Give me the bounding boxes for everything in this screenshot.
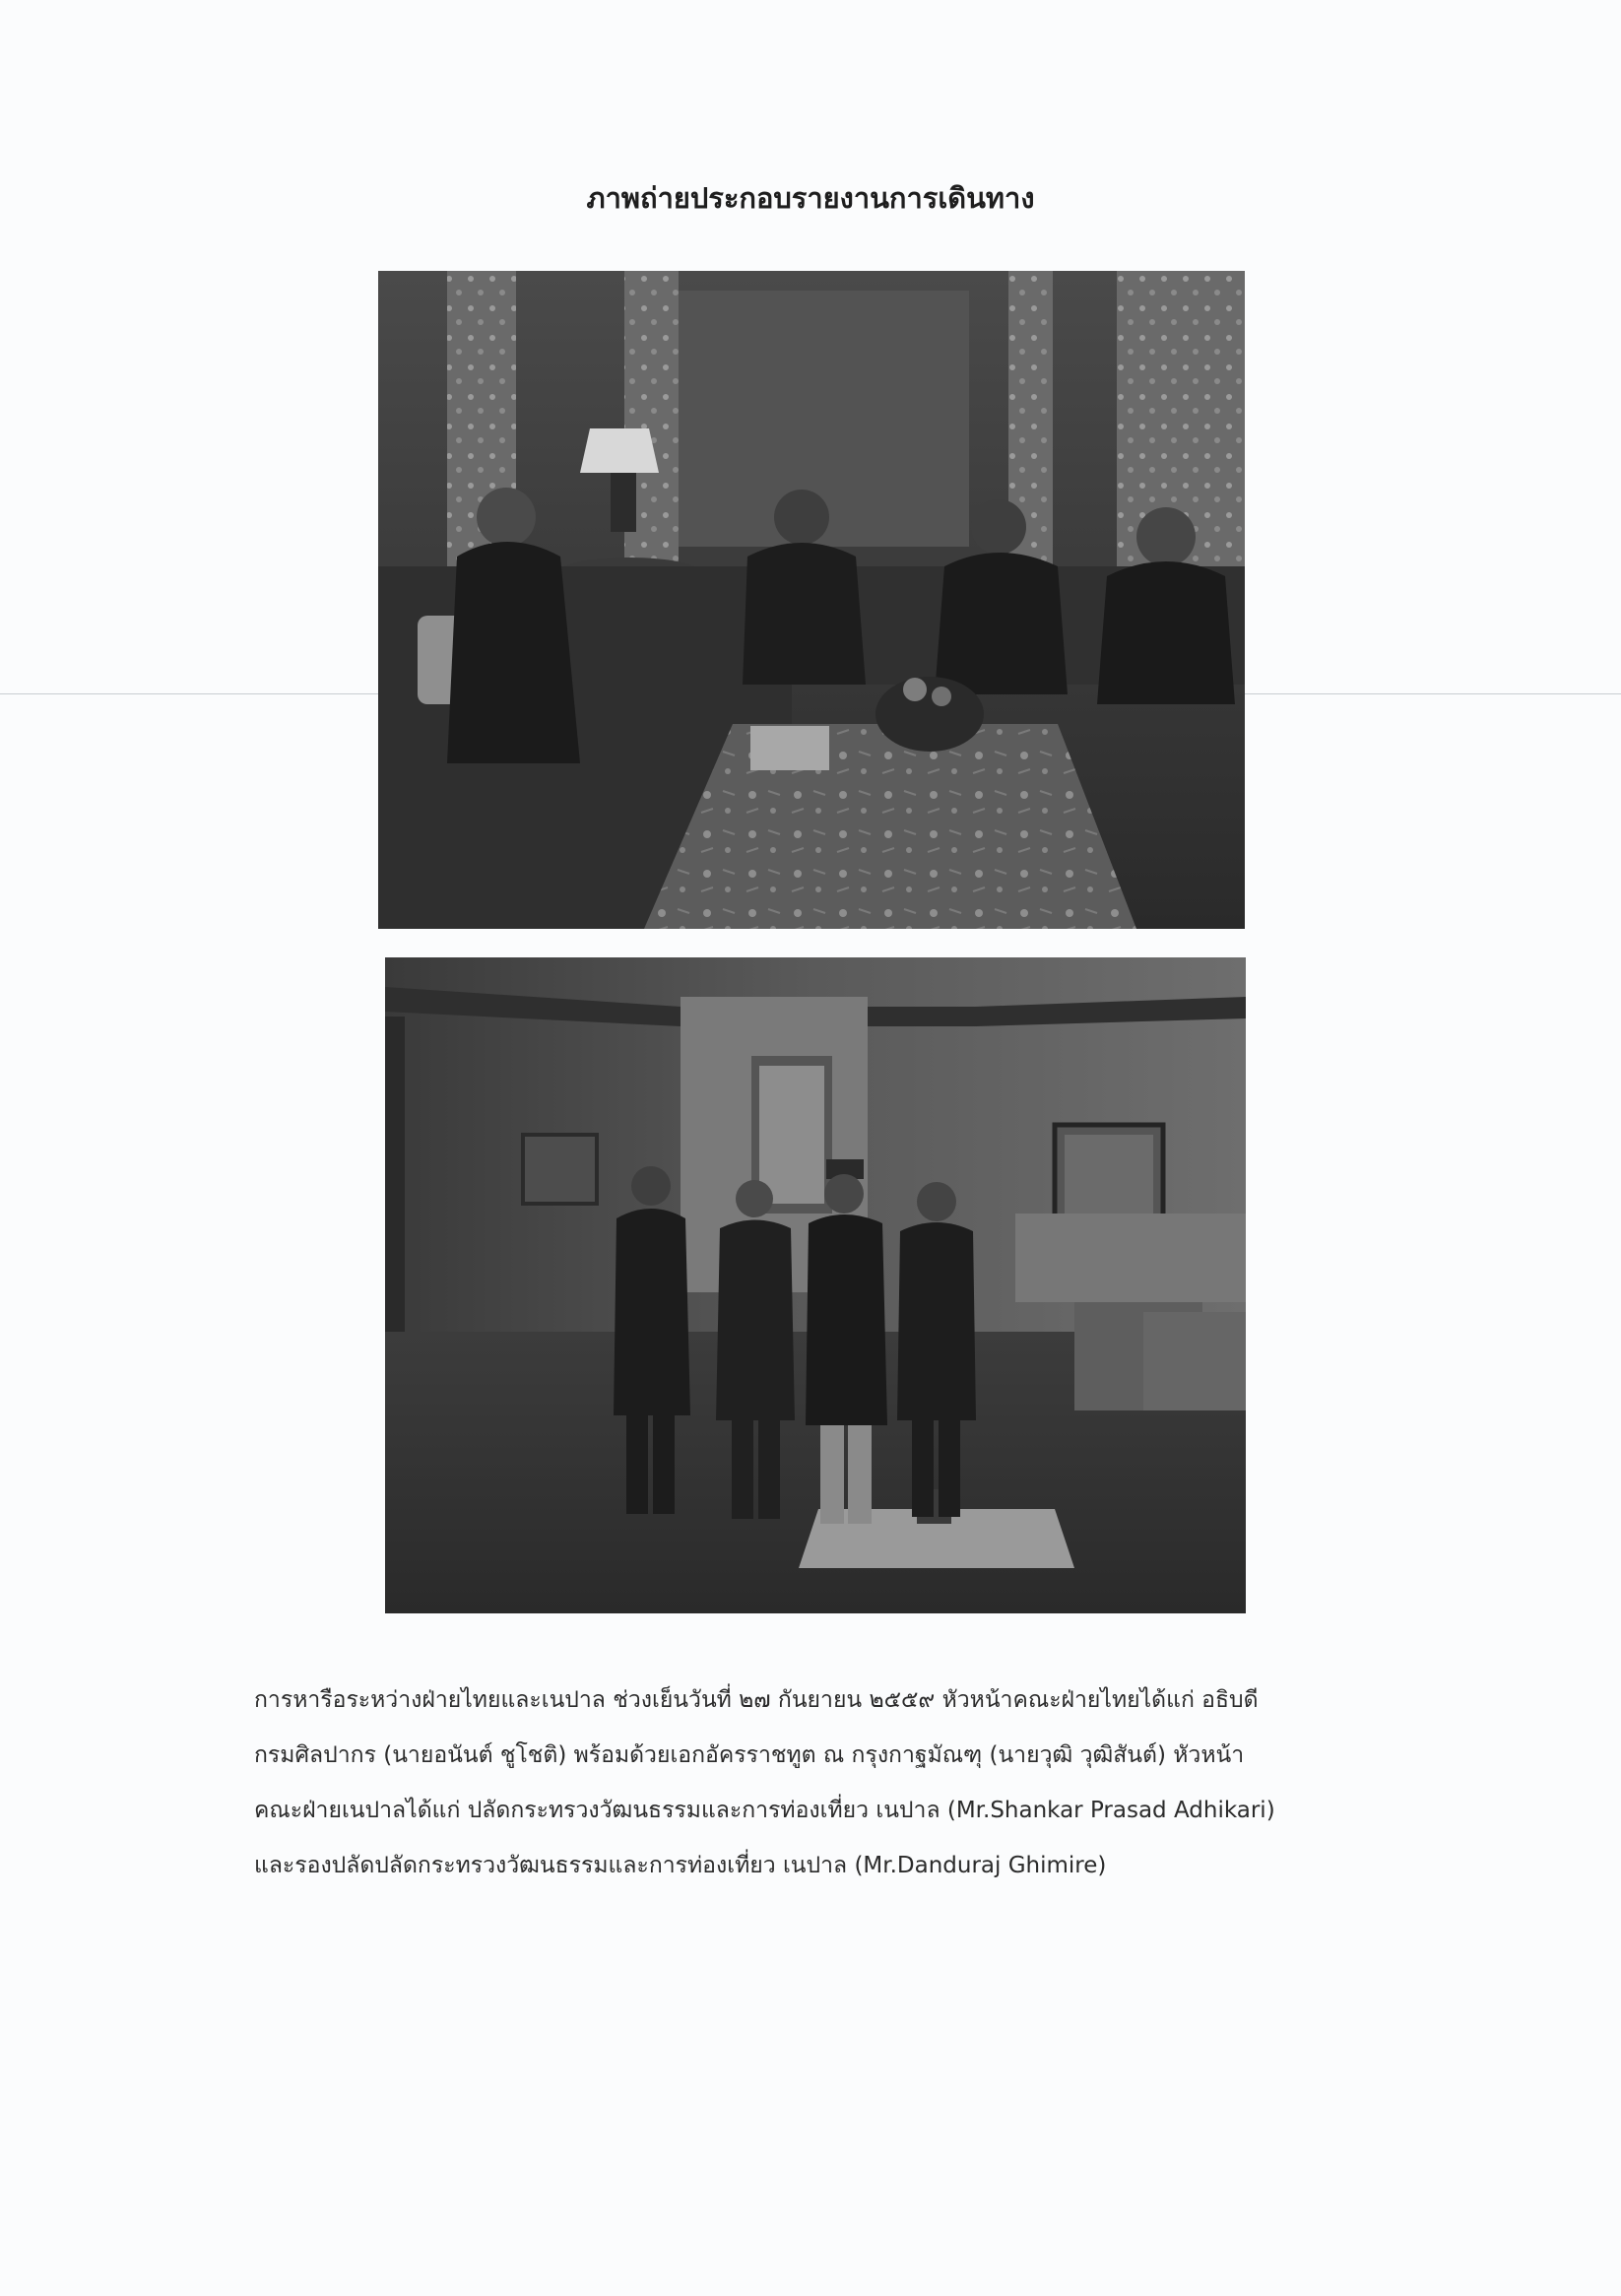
- page-title: ภาพถ่ายประกอบรายงานการเดินทาง: [586, 181, 1035, 215]
- photo-caption: [254, 1673, 1416, 1893]
- caption-line: กรมศิลปากร (นายอนันต์ ชูโชติ) พร้อมด้วยเอกอัครราชทูต ณ กรุงกาฐมัณฑุ (นายวุฒิ วุฒิสันต์) หัวหน้า: [254, 1742, 1245, 1768]
- group-photo: [385, 957, 1246, 1613]
- caption-line: คณะฝ่ายเนปาลได้แก่ ปลัดกระทรวงวัฒนธรรมและการท่องเที่ยว เนปาล (Mr.Shankar Prasad Adhikari): [254, 1798, 1275, 1823]
- caption-line: และรองปลัดปลัดกระทรวงวัฒนธรรมและการท่องเที่ยว เนปาล (Mr.Danduraj Ghimire): [254, 1853, 1107, 1878]
- meeting-photo: [378, 271, 1245, 929]
- caption-line: การหารือระหว่างฝ่ายไทยและเนปาล ช่วงเย็นวันที่ ๒๗ กันยายน ๒๕๕๙ หัวหน้าคณะฝ่ายไทยได้แก่ อธิบดี: [254, 1687, 1259, 1713]
